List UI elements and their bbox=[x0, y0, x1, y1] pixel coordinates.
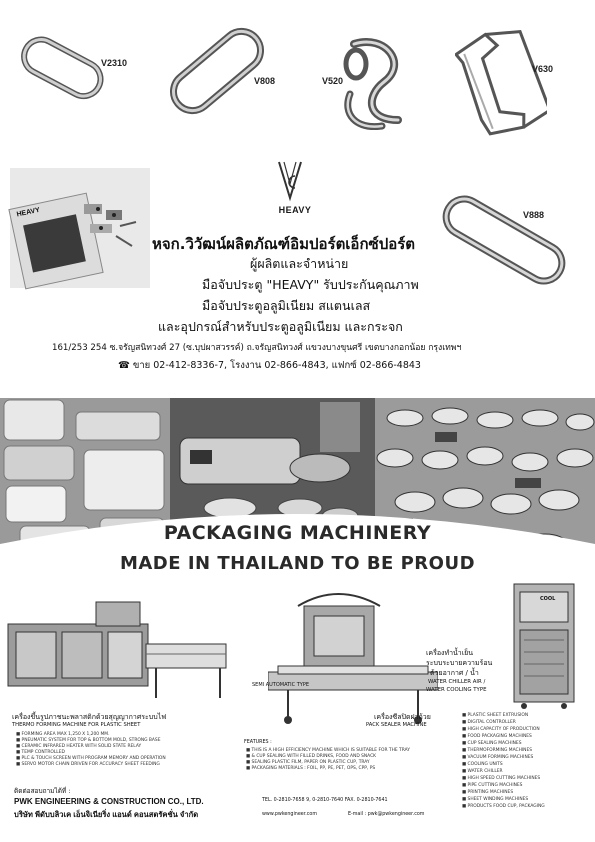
feature-item: ■ PLC & TOUCH SCREEN WITH PROGRAM MEMORY AND OPERATION bbox=[16, 756, 166, 762]
product-item: ■ DIGITAL CONTROLLER bbox=[462, 719, 545, 726]
product-item: ■ THERMOFORMING MACHINES bbox=[462, 747, 545, 754]
contact-label: ติดต่อสอบถามได้ที่ : bbox=[14, 787, 71, 795]
headline-packaging-machinery: PACKAGING MACHINERY bbox=[163, 522, 432, 544]
features-label: FEATURES : bbox=[244, 740, 272, 745]
headline-banner-curve bbox=[0, 504, 595, 594]
handle-v808-image bbox=[158, 16, 276, 126]
chiller-caption-en-1: WATER CHILLER AIR / bbox=[428, 679, 486, 685]
product-item: ■ HIGH SPEED CUTTING MACHINES bbox=[462, 775, 545, 782]
pwk-company-name-th: บริษัท พีดับบลิวเค เอ็นจิเนียริ่ง แอนด์ คอนสตรัคชั่น จำกัด bbox=[14, 810, 199, 819]
handle-v520-image bbox=[336, 34, 416, 130]
chiller-caption-en-2: WATER COOLING TYPE bbox=[426, 687, 487, 693]
feature-item: ■ CERAMIC INFRARED HEATER WITH SOLID STATE RELAY bbox=[16, 744, 166, 750]
feature-item: ■ FORMING AREA MAX 1,250 X 1,200 MM. bbox=[16, 732, 166, 738]
company-line-1: ผู้ผลิตและจำหน่าย bbox=[250, 256, 349, 271]
thermoforming-features-list bbox=[16, 732, 166, 768]
pwk-contact-email: E-mail : pwk@pwkengineer.com bbox=[348, 812, 425, 817]
feature-item: ■ SEALING PLASTIC FILM, PAPER ON PLASTIC CUP, TRAY bbox=[246, 760, 410, 766]
chiller-caption-th-3: ด้วยอากาศ / น้ำ bbox=[430, 669, 479, 677]
product-item: ■ PRINTING MACHINES bbox=[462, 789, 545, 796]
headline-made-in-thailand: MADE IN THAILAND TO BE PROUD bbox=[119, 553, 476, 574]
thermoforming-caption-th: เครื่องขึ้นรูปภาชนะพลาสติกด้วยสุญญากาศระบบไฟ bbox=[12, 713, 167, 721]
product-item: ■ PLASTIC SHEET EXTRUSION bbox=[462, 712, 545, 719]
product-range-list bbox=[462, 712, 545, 810]
handle-v520-label: V520 bbox=[322, 76, 344, 86]
product-item: ■ VACUUM FORMING MACHINES bbox=[462, 754, 545, 761]
company-line-3: มือจับประตูอลูมิเนียม สแตนเลส bbox=[202, 298, 371, 313]
feature-item: ■ TEMP CONTROLLED bbox=[16, 750, 166, 756]
product-item: ■ SHEET WINDING MACHINES bbox=[462, 796, 545, 803]
pack-sealer-features-list bbox=[246, 748, 410, 772]
handle-v808-label: V808 bbox=[254, 76, 276, 86]
product-item: ■ PIPE CUTTING MACHINES bbox=[462, 782, 545, 789]
handle-v2310-label: V2310 bbox=[101, 58, 128, 68]
company-line-2: มือจับประตู "HEAVY" รับประกันคุณภาพ bbox=[202, 277, 419, 292]
product-item: ■ CUP SEALING MACHINES bbox=[462, 740, 545, 747]
handle-v888-image bbox=[434, 180, 574, 300]
company-line-4: และอุปกรณ์สำหรับประตูอลูมิเนียม และกระจก bbox=[158, 319, 403, 334]
pack-sealer-caption-en: PACK SEALER MACHINE bbox=[366, 722, 427, 728]
pwk-company-name-en: PWK ENGINEERING & CONSTRUCTION CO., LTD. bbox=[14, 797, 204, 806]
company-name-thai: หจก.วิวัฒน์ผลิตภัณฑ์อิมปอร์ตเอ็กซ์ปอร์ต bbox=[152, 235, 416, 253]
product-item: ■ HIGH CAPACITY OF PRODUCTION bbox=[462, 726, 545, 733]
handle-v2310-image bbox=[20, 36, 120, 118]
feature-item: ■ PACKAGING MATERIALS : FOIL, PP, PE, PET, OPS, CPP, PS bbox=[246, 766, 410, 772]
feature-item: ■ PNEUMATIC SYSTEM FOR TOP & BOTTOM MOLD, STRONG BASE bbox=[16, 738, 166, 744]
product-item: ■ FOOD PACKAGING MACHINES bbox=[462, 733, 545, 740]
screws-fittings-image bbox=[70, 196, 140, 256]
package-brand-label: HEAVY bbox=[16, 206, 41, 219]
brand-name: HEAVY bbox=[278, 205, 312, 215]
handle-v888-label: V888 bbox=[523, 210, 545, 220]
chiller-caption-th-2: ระบบระบายความร้อน bbox=[426, 659, 493, 667]
feature-item: ■ & CUP SEALING WITH FILLED DRINKS, FOOD AND SNACK bbox=[246, 754, 410, 760]
feature-item: ■ THIS IS A HIGH EFFICIENCY MACHINE WHICH IS SUITABLE FOR THE TRAY bbox=[246, 748, 410, 754]
vc-logo-icon bbox=[276, 160, 304, 202]
handle-v630-image bbox=[455, 28, 547, 138]
semi-automatic-label: SEMI AUTOMATIC TYPE bbox=[252, 682, 310, 688]
pwk-contact-web: www.pwkengineer.com bbox=[262, 812, 318, 817]
pack-sealer-caption-th: เครื่องซีลปิดฝาถ้วย bbox=[374, 713, 431, 721]
product-item: ■ PRODUCTS FOOD CUP, PACKAGING bbox=[462, 803, 545, 810]
company-phone: ☎ ขาย 02-412-8336-7, โรงงาน 02-866-4843, แฟกซ์ 02-866-4843 bbox=[118, 360, 421, 371]
company-address: 161/253 254 ซ.จรัญสนิทวงศ์ 27 (ซ.บุปผาสวรรค์) ถ.จรัญสนิทวงศ์ แขวงบางขุนศรี เขตบางกอกน้อย กรุงเทพฯ bbox=[52, 343, 462, 353]
chiller-caption-th-1: เครื่องทำน้ำเย็น bbox=[426, 649, 473, 657]
handle-v630-label: V630 bbox=[532, 64, 554, 74]
product-item: ■ COOLING UNITS bbox=[462, 761, 545, 768]
pack-sealer-machine-image bbox=[268, 586, 438, 726]
pwk-contact-phone: TEL. 0-2810-7658 9, 0-2810-7640 FAX. 0-2810-7641 bbox=[262, 798, 388, 803]
feature-item: ■ SERVO MOTOR CHAIN DRIVEN FOR ACCURACY SHEET FEEDING bbox=[16, 762, 166, 768]
thermoforming-machine-image bbox=[6, 594, 232, 704]
product-item: ■ WATER CHILLER bbox=[462, 768, 545, 775]
chiller-brand-label: COOL bbox=[540, 596, 556, 602]
thermoforming-caption-en: THERMO FORMING MACHINE FOR PLASTIC SHEET bbox=[12, 722, 141, 728]
